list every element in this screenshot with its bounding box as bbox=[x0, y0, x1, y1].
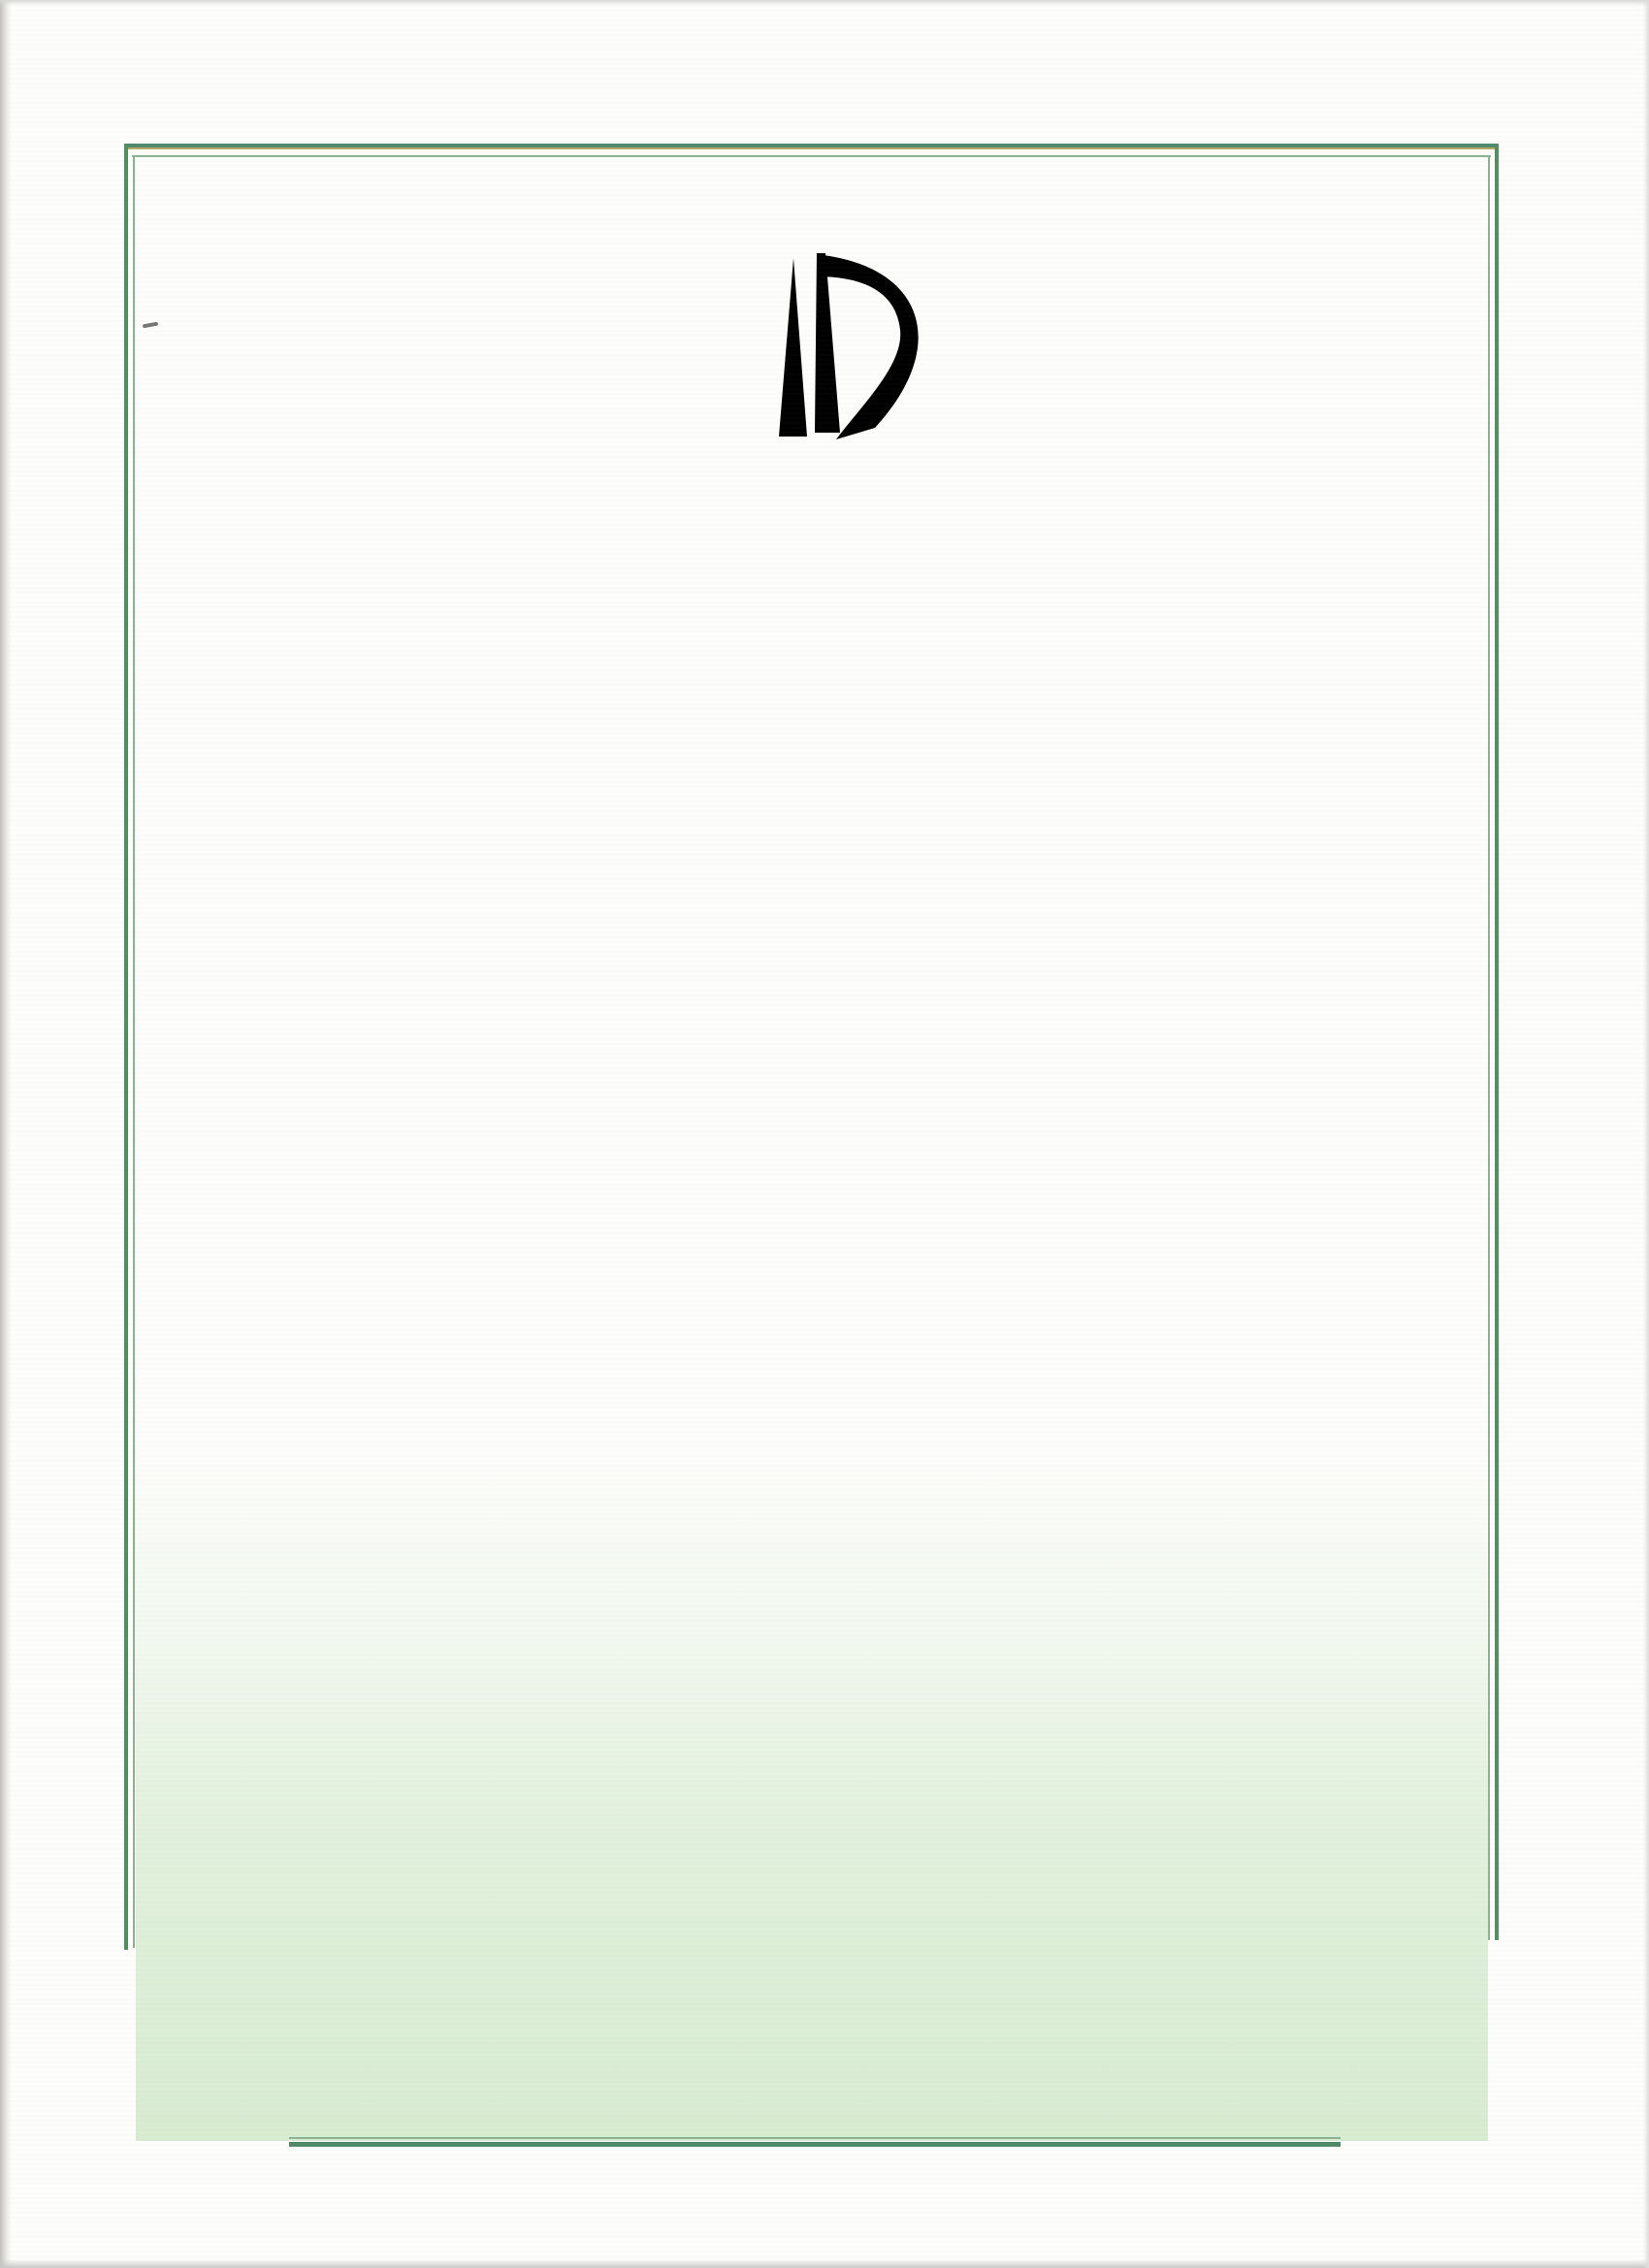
scan-edge-bottom bbox=[0, 2259, 1649, 2268]
qr-code bbox=[1278, 274, 1436, 431]
cnipa-red-seal bbox=[953, 1733, 1341, 2121]
frame-bottom-inner-line bbox=[289, 2137, 1341, 2139]
frame-right-border bbox=[1495, 144, 1499, 1940]
bottom-left-corner-ornament bbox=[109, 1924, 318, 2171]
pen-mark-artifact bbox=[143, 322, 158, 329]
frame-right-inner-line bbox=[1488, 155, 1490, 1940]
barcode bbox=[221, 1744, 621, 1783]
frame-left-inner-line bbox=[133, 155, 135, 1948]
frame-bottom-border bbox=[289, 2142, 1341, 2147]
logo-red-wedge bbox=[779, 258, 807, 437]
frame-left-border bbox=[124, 144, 128, 1950]
logo-blue-bar bbox=[815, 253, 840, 433]
top-flourish-ornament bbox=[457, 87, 1165, 215]
scan-edge-right bbox=[1643, 0, 1649, 2268]
scan-edge-left bbox=[0, 0, 12, 2268]
cnipa-logo bbox=[669, 241, 960, 449]
handwritten-signature bbox=[446, 1800, 834, 2039]
scan-edge-top bbox=[0, 0, 1649, 6]
